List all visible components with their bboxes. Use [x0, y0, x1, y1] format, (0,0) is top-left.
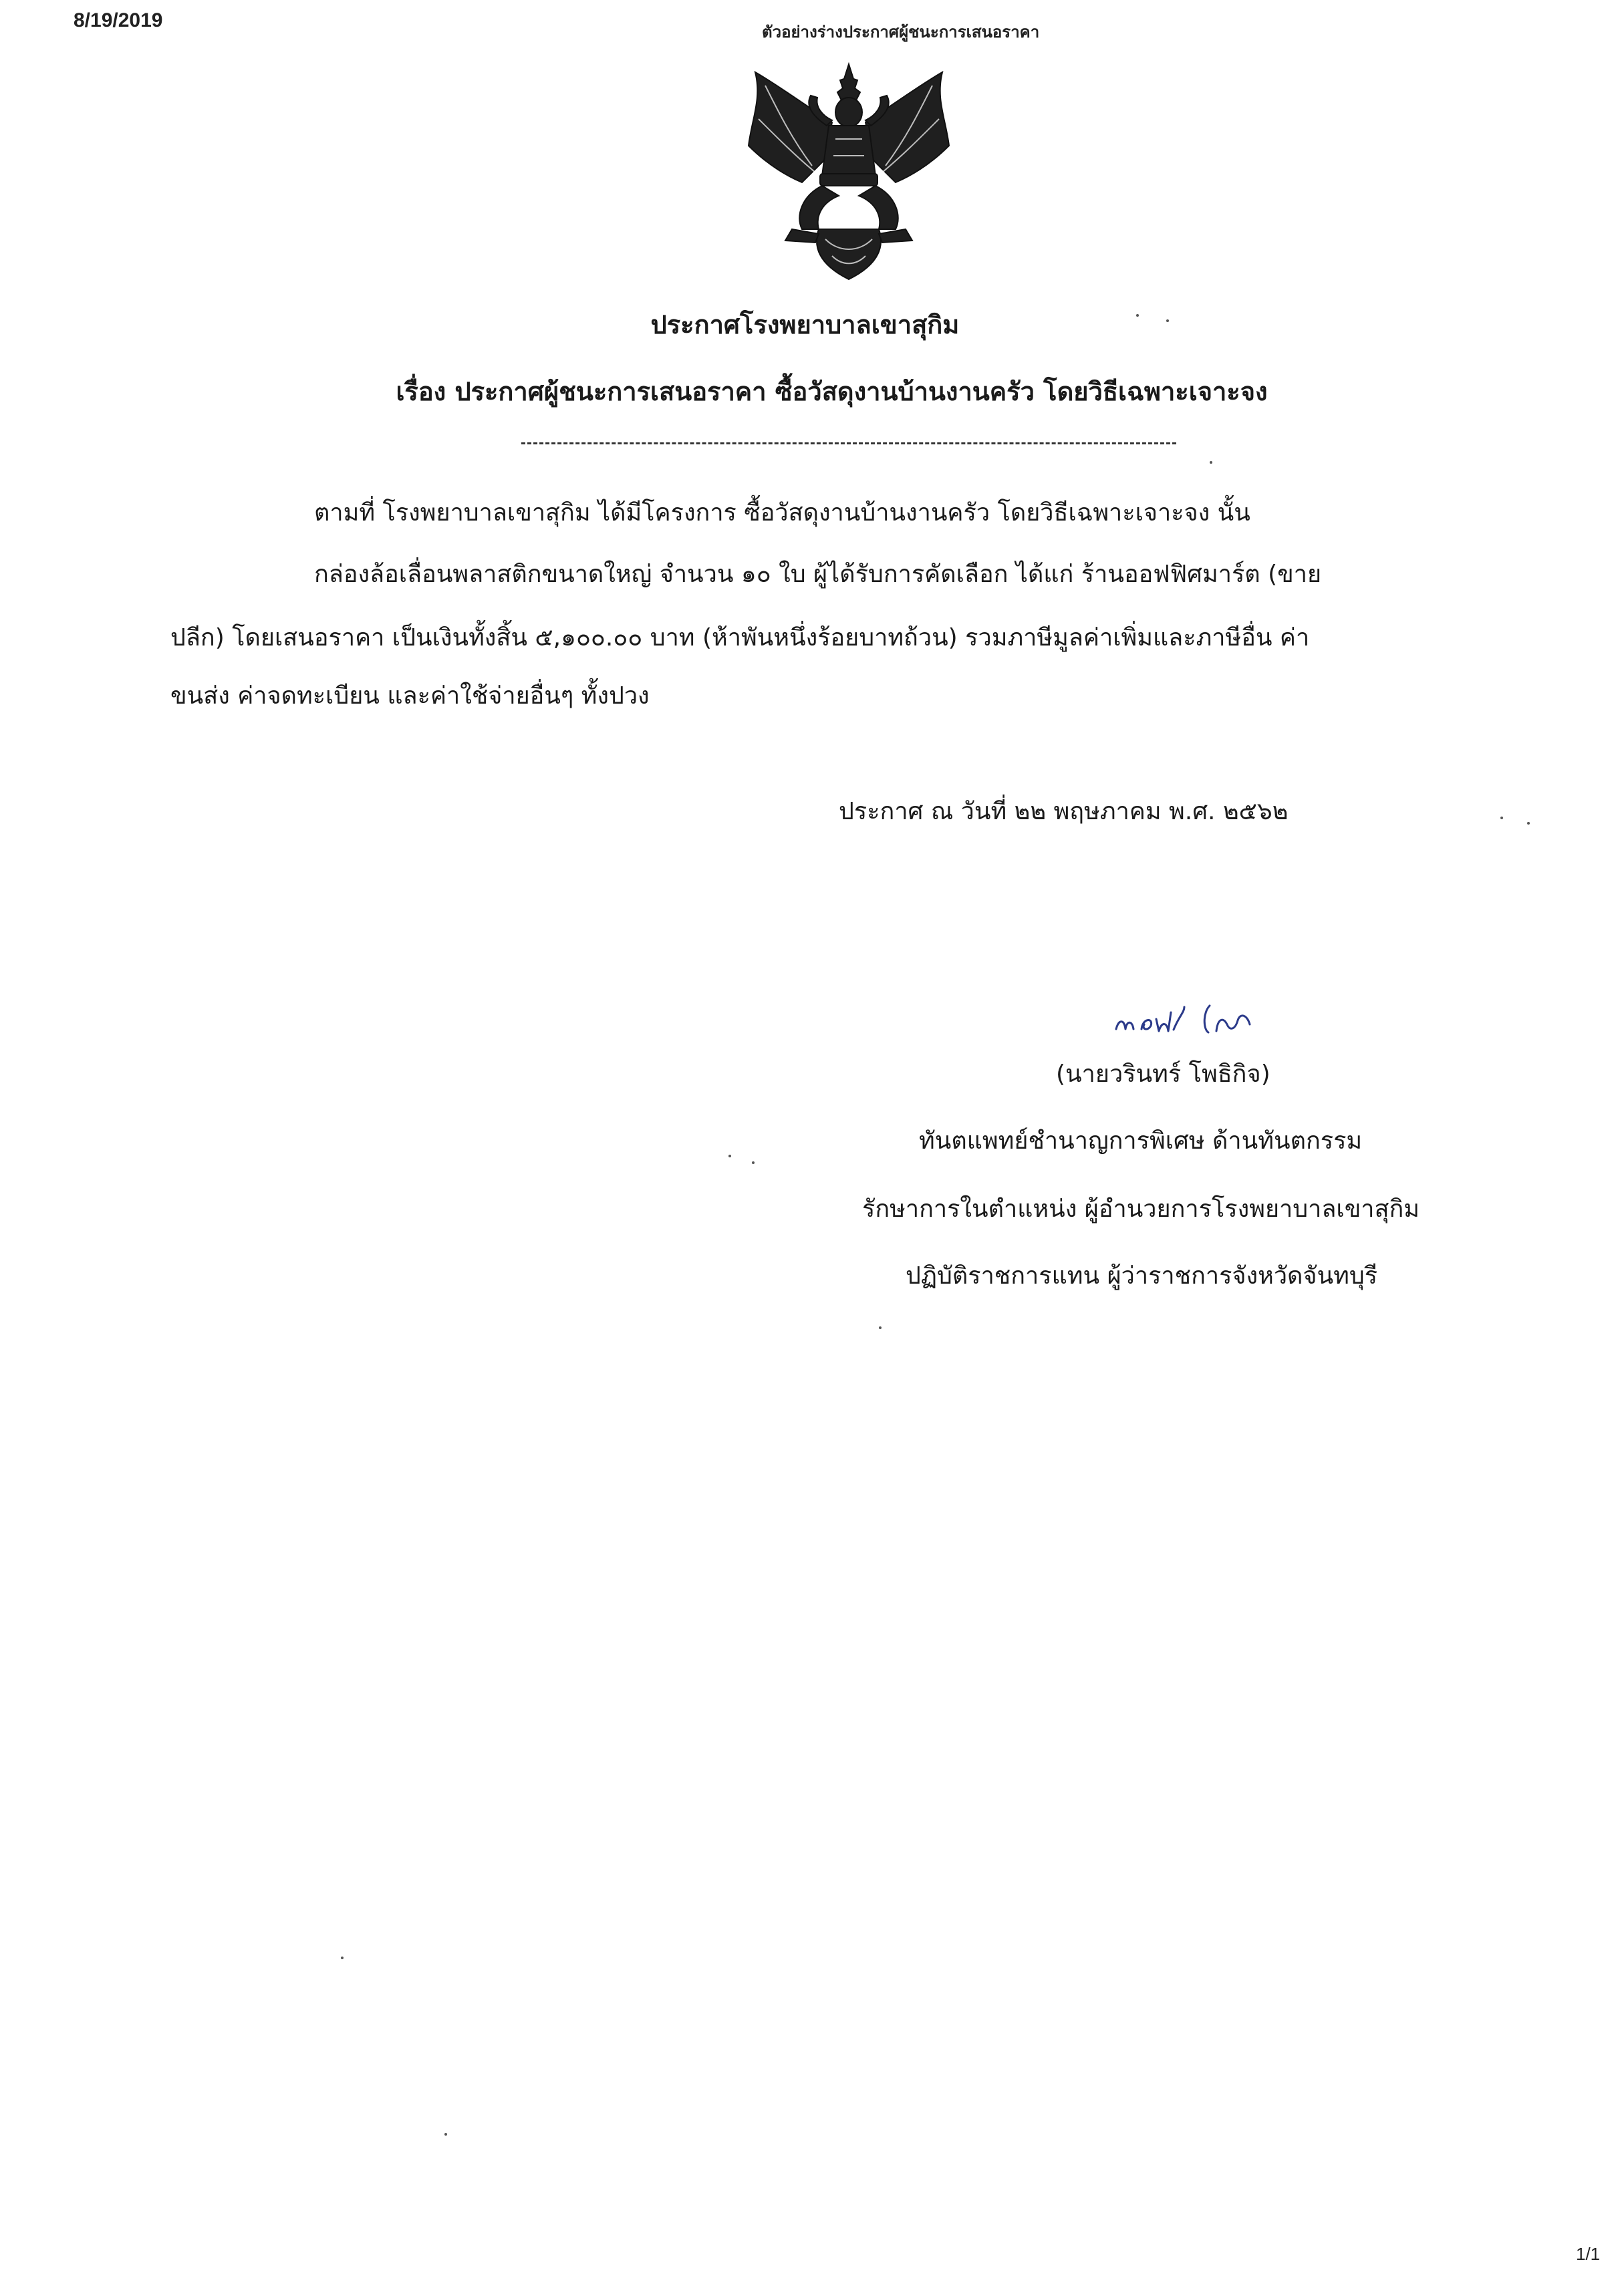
body-line-3: ปลีก) โดยเสนอราคา เป็นเงินทั้งสิ้น ๕,๑๐๐.๐๐ บาท (ห้าพันหนึ่งร้อยบาทถ้วน) รวมภาษีมูลค่าเพิ่มและภาษีอื่น ค่า: [170, 624, 1310, 652]
body-line-4: ขนส่ง ค่าจดทะเบียน และค่าใช้จ่ายอื่นๆ ทั้งปวง: [170, 682, 650, 710]
signatory-position-3: ปฏิบัติราชการแทน ผู้ว่าราชการจังหวัดจันทบุรี: [906, 1262, 1378, 1290]
print-header-title: ตัวอย่างร่างประกาศผู้ชนะการเสนอราคา: [762, 23, 1040, 41]
announcement-title: ประกาศโรงพยาบาลเขาสุกิม: [650, 310, 960, 339]
scan-speck: [1136, 314, 1139, 317]
scan-speck: [341, 1957, 344, 1959]
scan-speck: [1527, 822, 1530, 825]
signatory-position-1: ทันตแพทย์ชำนาญการพิเศษ ด้านทันตกรรม: [919, 1127, 1363, 1155]
scan-speck: [728, 1155, 731, 1157]
scan-speck: [879, 1326, 882, 1329]
title-divider: [521, 442, 1176, 444]
scan-speck: [1166, 319, 1169, 322]
body-line-2: กล่องล้อเลื่อนพลาสติกขนาดใหญ่ จำนวน ๑๐ ใบ ผู้ได้รับการคัดเลือก ได้แก่ ร้านออฟฟิศมาร์ต (ขาย: [314, 561, 1322, 588]
scan-speck: [444, 2133, 447, 2136]
signatory-name: (นายวรินทร์ โพธิกิจ): [1056, 1060, 1270, 1088]
print-date: 8/19/2019: [74, 9, 163, 31]
scan-speck: [1210, 461, 1212, 464]
garuda-emblem-icon: [739, 59, 959, 286]
page-number: 1/1: [1576, 2244, 1601, 2264]
body-line-1: ตามที่ โรงพยาบาลเขาสุกิม ได้มีโครงการ ซื้อวัสดุงานบ้านงานครัว โดยวิธีเฉพาะเจาะจง นั้น: [314, 499, 1250, 527]
signatory-position-2: รักษาการในตำแหน่ง ผู้อำนวยการโรงพยาบาลเขาสุกิม: [862, 1195, 1420, 1223]
handwritten-signature: [1109, 992, 1263, 1046]
scan-speck: [1500, 817, 1503, 819]
announcement-subject: เรื่อง ประกาศผู้ชนะการเสนอราคา ซื้อวัสดุงานบ้านงานครัว โดยวิธีเฉพาะเจาะจง: [396, 377, 1268, 406]
announcement-date: ประกาศ ณ วันที่ ๒๒ พฤษภาคม พ.ศ. ๒๕๖๒: [839, 798, 1289, 825]
scan-speck: [752, 1161, 755, 1164]
